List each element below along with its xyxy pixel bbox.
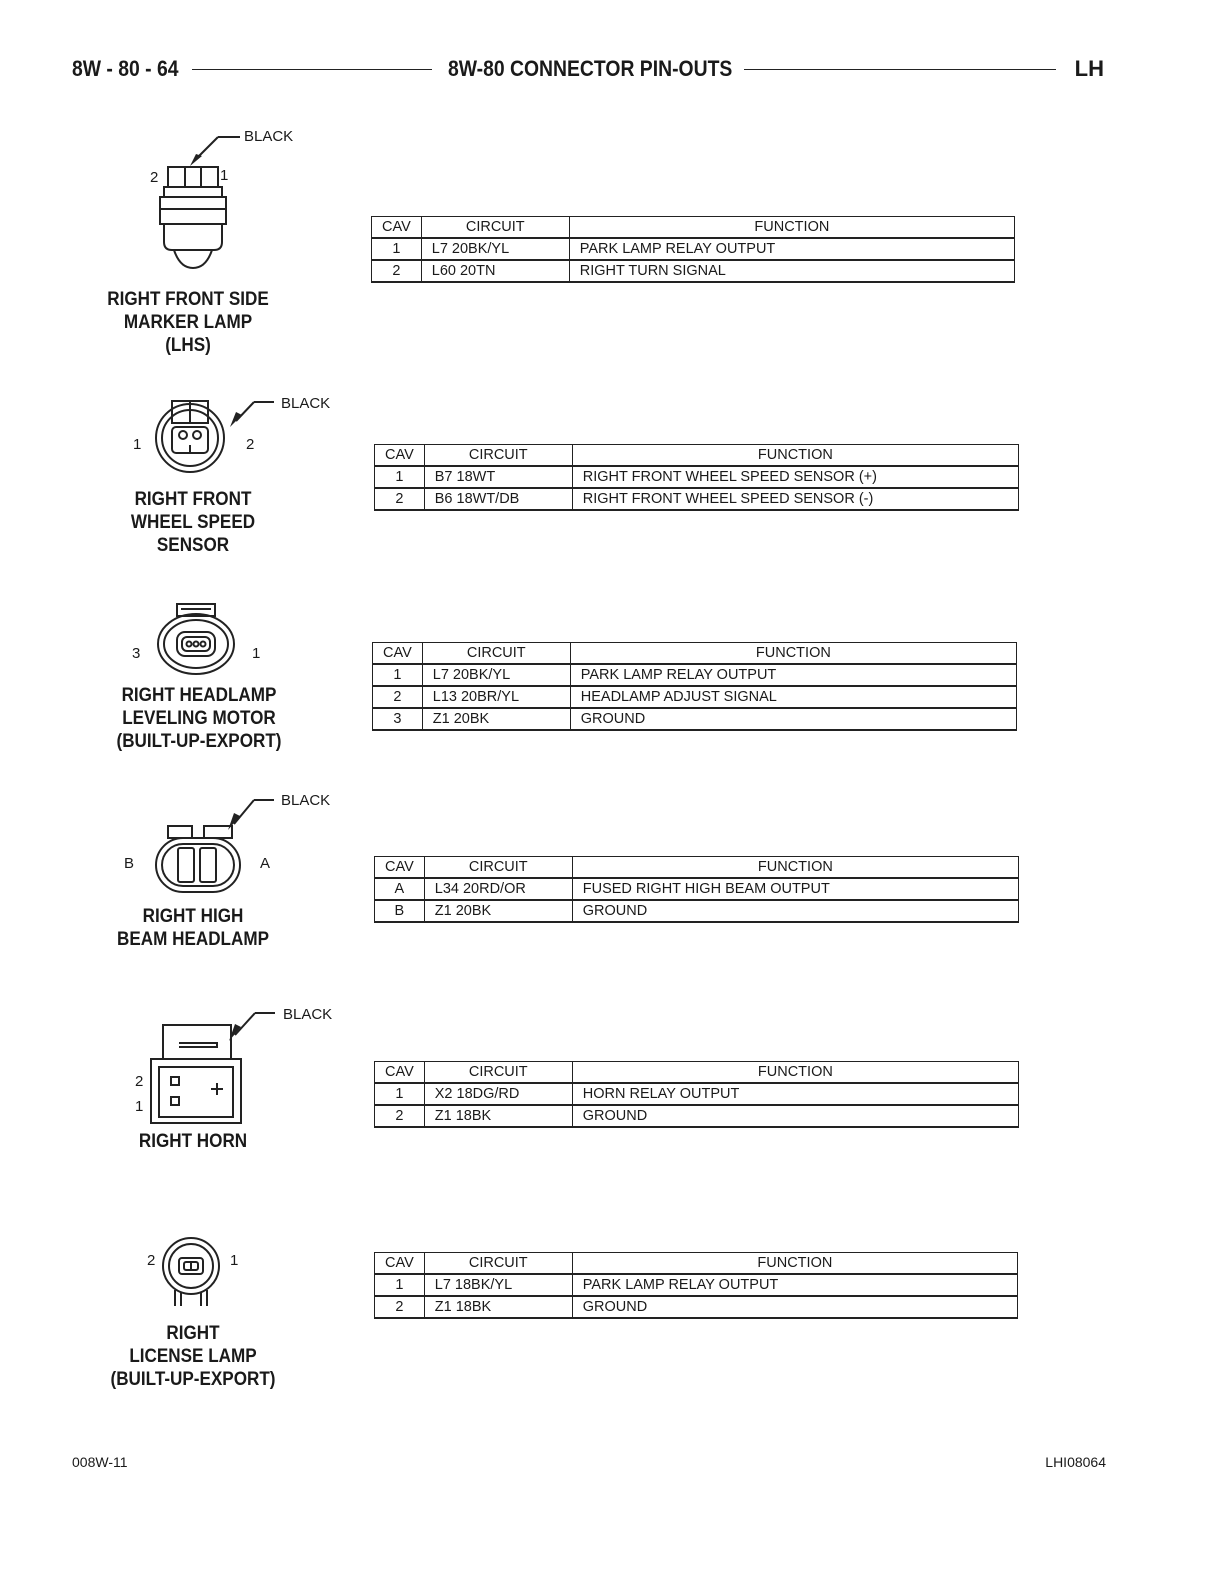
- table-row: [375, 878, 1019, 900]
- header-function: FUNCTION: [572, 857, 1018, 879]
- cell-cav: 3: [373, 708, 423, 730]
- connector-name-line: RIGHT HIGH: [142, 906, 244, 927]
- pin-label: 2: [246, 436, 255, 453]
- page-header: [72, 56, 1104, 86]
- pin-label: 1: [133, 436, 142, 453]
- pin-label: B: [124, 855, 135, 872]
- cell-circuit: B7 18WT: [424, 466, 572, 488]
- header-function: FUNCTION: [572, 1062, 1018, 1084]
- section-code: LH: [1074, 56, 1104, 81]
- cell-circuit: Z1 18BK: [424, 1105, 572, 1127]
- pin-label: 2: [147, 1252, 156, 1269]
- connector-name: [98, 288, 278, 357]
- cell-cav: 1: [375, 1083, 425, 1105]
- footer-left-code: 008W-11: [72, 1454, 128, 1470]
- connector-name-line: BEAM HEADLAMP: [116, 929, 269, 950]
- pin-label: 1: [252, 645, 261, 662]
- connector-color-label: BLACK: [281, 792, 331, 809]
- table-row: [375, 900, 1019, 922]
- connector-name-line: RIGHT HORN: [138, 1131, 248, 1152]
- header-circuit: CIRCUIT: [424, 445, 572, 467]
- cell-circuit: X2 18DG/RD: [424, 1083, 572, 1105]
- header-function: FUNCTION: [570, 643, 1016, 665]
- connector-name-line: MARKER LAMP: [123, 312, 253, 333]
- pinout-table: [374, 856, 1019, 923]
- pinout-table: [374, 1061, 1019, 1128]
- connector-color-label: BLACK: [244, 128, 294, 145]
- connector-name-line: (BUILT-UP-EXPORT): [110, 1369, 276, 1390]
- footer-right-code: LHI08064: [1045, 1454, 1106, 1470]
- cell-function: FUSED RIGHT HIGH BEAM OUTPUT: [572, 878, 1018, 900]
- cell-circuit: Z1 20BK: [422, 708, 570, 730]
- pinout-table: [371, 216, 1015, 283]
- page-title: 8W-80 CONNECTOR PIN-OUTS: [448, 56, 733, 81]
- header-cav: CAV: [375, 445, 425, 467]
- header-circuit: CIRCUIT: [421, 217, 569, 239]
- header-rule-left: [192, 69, 432, 70]
- cell-cav: 1: [375, 466, 425, 488]
- table-row: [375, 1105, 1019, 1127]
- cell-function: GROUND: [570, 708, 1016, 730]
- table-row: [372, 260, 1015, 282]
- cell-function: RIGHT FRONT WHEEL SPEED SENSOR (-): [572, 488, 1018, 510]
- header-rule-right: [744, 69, 1056, 70]
- cell-circuit: L13 20BR/YL: [422, 686, 570, 708]
- table-header-row: [375, 1062, 1019, 1084]
- connector-name: [103, 1322, 283, 1391]
- connector-name-line: RIGHT: [166, 1323, 220, 1344]
- cell-circuit: L7 18BK/YL: [424, 1274, 572, 1296]
- connector-name-line: (LHS): [165, 335, 211, 356]
- cell-cav: A: [375, 878, 425, 900]
- cell-function: GROUND: [572, 900, 1018, 922]
- connector-name: [103, 905, 283, 951]
- connector-color-label: BLACK: [283, 1006, 333, 1023]
- header-function: FUNCTION: [572, 445, 1018, 467]
- header-circuit: CIRCUIT: [424, 1253, 572, 1275]
- cell-cav: B: [375, 900, 425, 922]
- pin-label: 2: [150, 169, 159, 186]
- cell-function: PARK LAMP RELAY OUTPUT: [572, 1274, 1017, 1296]
- connector-name-line: RIGHT FRONT: [134, 489, 252, 510]
- table-row: [375, 1296, 1018, 1318]
- horn-connector-drawing: [145, 1005, 325, 1130]
- cell-cav: 1: [373, 664, 423, 686]
- cell-circuit: Z1 18BK: [424, 1296, 572, 1318]
- cell-cav: 1: [372, 238, 422, 260]
- header-cav: CAV: [375, 1253, 425, 1275]
- table-row: [375, 1274, 1018, 1296]
- header-cav: CAV: [373, 643, 423, 665]
- connector-name: [103, 1130, 283, 1153]
- table-row: [375, 1083, 1019, 1105]
- table-row: [373, 686, 1017, 708]
- header-cav: CAV: [375, 1062, 425, 1084]
- cell-cav: 2: [372, 260, 422, 282]
- cell-function: RIGHT FRONT WHEEL SPEED SENSOR (+): [572, 466, 1018, 488]
- cell-function: RIGHT TURN SIGNAL: [569, 260, 1014, 282]
- header-circuit: CIRCUIT: [424, 857, 572, 879]
- header-circuit: CIRCUIT: [422, 643, 570, 665]
- cell-circuit: L7 20BK/YL: [421, 238, 569, 260]
- connector-name-line: WHEEL SPEED: [130, 512, 256, 533]
- connector-name-line: RIGHT FRONT SIDE: [107, 289, 269, 310]
- cell-cav: 2: [375, 1296, 425, 1318]
- connector-name-line: SENSOR: [156, 535, 230, 556]
- cell-function: HORN RELAY OUTPUT: [572, 1083, 1018, 1105]
- pin-label: 1: [220, 167, 229, 184]
- table-row: [373, 664, 1017, 686]
- cell-function: PARK LAMP RELAY OUTPUT: [570, 664, 1016, 686]
- connector-name-line: LICENSE LAMP: [129, 1346, 257, 1367]
- header-function: FUNCTION: [572, 1253, 1017, 1275]
- cell-circuit: L60 20TN: [421, 260, 569, 282]
- cell-function: HEADLAMP ADJUST SIGNAL: [570, 686, 1016, 708]
- license-lamp-connector-drawing: [155, 1232, 235, 1312]
- connector-name: [109, 684, 289, 753]
- table-row: [373, 708, 1017, 730]
- cell-cav: 2: [373, 686, 423, 708]
- table-row: [372, 238, 1015, 260]
- connector-name-line: (BUILT-UP-EXPORT): [116, 731, 282, 752]
- pin-label: 1: [230, 1252, 239, 1269]
- cell-circuit: L34 20RD/OR: [424, 878, 572, 900]
- cell-function: GROUND: [572, 1105, 1018, 1127]
- connector-name-line: LEVELING MOTOR: [122, 708, 276, 729]
- table-row: [375, 466, 1019, 488]
- table-header-row: [375, 857, 1019, 879]
- table-header-row: [372, 217, 1015, 239]
- connector-name: [103, 488, 283, 557]
- header-cav: CAV: [375, 857, 425, 879]
- side-marker-lamp-connector-drawing: [140, 130, 340, 280]
- cell-function: GROUND: [572, 1296, 1017, 1318]
- pinout-table: [374, 1252, 1018, 1319]
- cell-function: PARK LAMP RELAY OUTPUT: [569, 238, 1014, 260]
- pin-label: 2: [135, 1073, 144, 1090]
- table-header-row: [373, 643, 1017, 665]
- cell-cav: 1: [375, 1274, 425, 1296]
- table-header-row: [375, 1253, 1018, 1275]
- pinout-table: [374, 444, 1019, 511]
- cell-circuit: L7 20BK/YL: [422, 664, 570, 686]
- header-circuit: CIRCUIT: [424, 1062, 572, 1084]
- pinout-table: [372, 642, 1017, 731]
- header-function: FUNCTION: [569, 217, 1014, 239]
- cell-circuit: B6 18WT/DB: [424, 488, 572, 510]
- headlamp-leveling-motor-connector-drawing: [155, 598, 245, 678]
- cell-cav: 2: [375, 488, 425, 510]
- header-cav: CAV: [372, 217, 422, 239]
- table-header-row: [375, 445, 1019, 467]
- connector-color-label: BLACK: [281, 395, 331, 412]
- table-row: [375, 488, 1019, 510]
- connector-name-line: RIGHT HEADLAMP: [121, 685, 277, 706]
- pin-label: A: [260, 855, 271, 872]
- pin-label: 3: [132, 645, 141, 662]
- cell-cav: 2: [375, 1105, 425, 1127]
- page-number: 8W - 80 - 64: [72, 56, 179, 81]
- pin-label: 1: [135, 1098, 144, 1115]
- cell-circuit: Z1 20BK: [424, 900, 572, 922]
